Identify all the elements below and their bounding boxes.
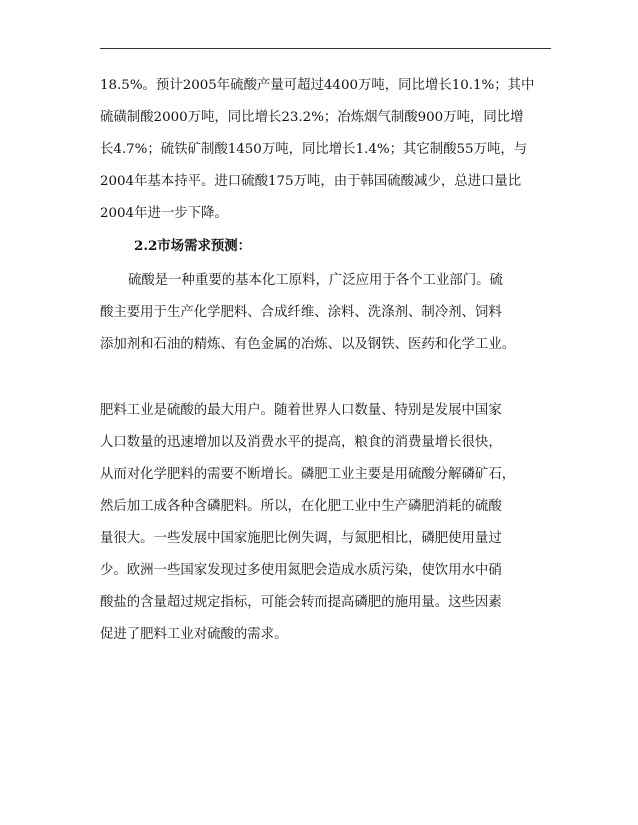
text-line: 从而对化学肥料的需要不断增长。磷肥工业主要是用硫酸分解磷矿石， <box>100 467 516 482</box>
text-line: 促进了肥料工业对硫酸的需求。 <box>100 627 288 642</box>
text-line: 18.5%。预计2005年硫酸产量可超过4400万吨，同比增长10.1%；其中 <box>100 78 535 93</box>
paragraph-production-stats <box>100 70 551 230</box>
text-line: 硫酸是一种重要的基本化工原料，广泛应用于各个工业部门。硫 <box>128 273 503 288</box>
text-line: 肥料工业是硫酸的最大用户。随着世界人口数量、特别是发展中国家 <box>100 403 502 418</box>
paragraph-fertilizer <box>100 395 551 651</box>
text-line: 硫磺制酸2000万吨，同比增长23.2%；冶炼烟气制酸900万吨，同比增 <box>100 110 524 125</box>
text-line: 2004年基本持平。进口硫酸175万吨，由于韩国硫酸减少，总进口量比 <box>100 174 522 189</box>
document-body <box>100 70 551 651</box>
paragraph-gap <box>100 361 551 395</box>
text-line: 人口数量的迅速增加以及消费水平的提高，粮食的消费量增长很快， <box>100 435 502 450</box>
text-line: 量很大。一些发展中国家施肥比例失调，与氮肥相比，磷肥使用量过 <box>100 531 502 546</box>
text-line: 长4.7%；硫铁矿制酸1450万吨，同比增长1.4%；其它制酸55万吨，与 <box>100 142 528 157</box>
text-line: 酸盐的含量超过规定指标，可能会转而提高磷肥的施用量。这些因素 <box>100 595 502 610</box>
section-heading: 2.2市场需求预测： <box>134 238 252 254</box>
text-line: 2004年进一步下降。 <box>100 206 228 221</box>
paragraph-uses <box>100 265 551 361</box>
text-line: 酸主要用于生产化学肥料、合成纤维、涂料、洗涤剂、制冷剂、饲料 <box>100 305 502 320</box>
header-rule <box>100 48 551 49</box>
text-line: 添加剂和石油的精炼、有色金属的冶炼、以及钢铁、医药和化学工业。 <box>100 337 516 352</box>
text-line: 然后加工成各种含磷肥料。所以，在化肥工业中生产磷肥消耗的硫酸 <box>100 499 502 514</box>
text-line: 少。欧洲一些国家发现过多使用氮肥会造成水质污染，使饮用水中硝 <box>100 563 502 578</box>
